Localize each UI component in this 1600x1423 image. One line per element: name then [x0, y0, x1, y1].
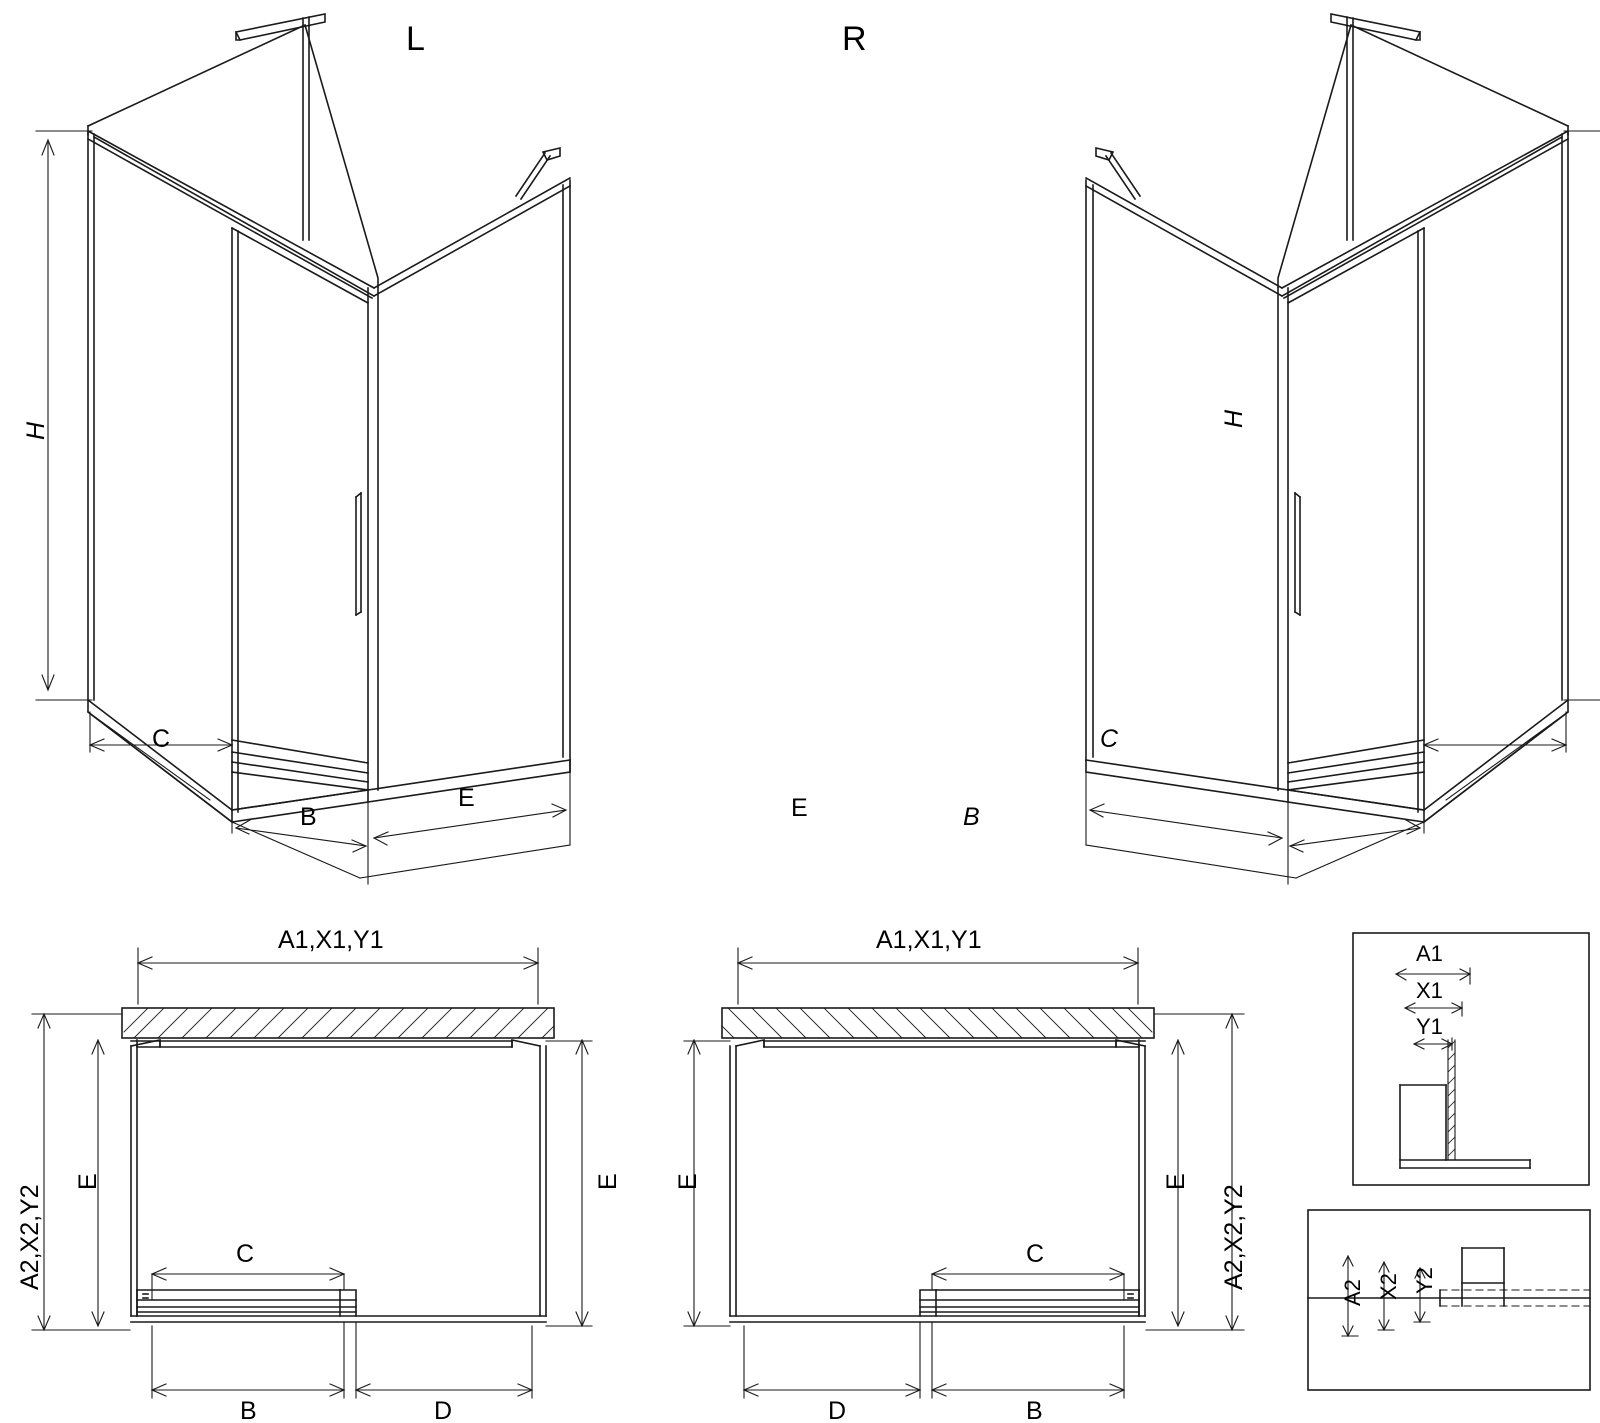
dim-label-d-left-plan: D — [434, 1397, 453, 1423]
detail-dim-label-x1: X1 — [1416, 978, 1443, 1003]
detail-dim-label-a1: A1 — [1416, 941, 1443, 966]
dim-label-c-right-plan: C — [1026, 1240, 1045, 1268]
dim-label-e-outer-left: E — [594, 1173, 622, 1190]
dim-label-a1x1y1-left: A1,X1,Y1 — [278, 926, 384, 954]
wall-hatch-left — [122, 1008, 554, 1038]
dim-label-b-right-plan: B — [1026, 1397, 1043, 1423]
iso-view-right — [1086, 14, 1600, 884]
dim-label-b-left: B — [300, 803, 317, 831]
dim-a2x2y2-left — [32, 1014, 130, 1330]
dim-label-a2x2y2-left: A2,X2,Y2 — [16, 1184, 44, 1290]
dim-label-e-inner-left: E — [74, 1173, 102, 1190]
dim-label-e-right: E — [791, 794, 808, 822]
dim-label-c-left: C — [152, 725, 171, 753]
dim-label-c-right: C — [1100, 725, 1119, 753]
detail-view-top — [1353, 933, 1589, 1185]
dim-h-left — [36, 131, 92, 700]
dim-label-e-inner-right: E — [1162, 1173, 1190, 1190]
iso-view-left — [36, 14, 570, 884]
dim-label-a1x1y1-right: A1,X1,Y1 — [876, 926, 982, 954]
dim-c-left-plan — [152, 1268, 344, 1300]
plan-view-right — [684, 948, 1244, 1398]
variant-label-l: L — [406, 20, 425, 58]
detail-dim-label-x2: X2 — [1376, 1273, 1401, 1300]
dim-b-d-left-plan — [152, 1322, 532, 1398]
detail-dim-label-y2: Y2 — [1412, 1267, 1437, 1294]
dim-label-e-left: E — [458, 784, 475, 812]
dim-label-a2x2y2-right: A2,X2,Y2 — [1220, 1184, 1248, 1290]
detail-dim-label-y1: Y1 — [1416, 1014, 1443, 1039]
dim-e-right-plan — [546, 1040, 592, 1326]
dim-label-e-outer-right: E — [674, 1173, 702, 1190]
variant-label-r: R — [842, 20, 867, 58]
dim-label-b-right: B — [963, 803, 980, 831]
plan-view-left — [32, 948, 592, 1398]
dim-label-h-left: H — [22, 421, 50, 440]
dim-label-b-left-plan: B — [240, 1397, 257, 1423]
dim-label-h-right: H — [1220, 409, 1248, 428]
dim-a1x1y1-left — [138, 948, 538, 1004]
dim-label-c-left-plan: C — [236, 1240, 255, 1268]
detail-dim-label-a2: A2 — [1340, 1279, 1365, 1306]
dim-label-d-right-plan: D — [828, 1397, 847, 1423]
